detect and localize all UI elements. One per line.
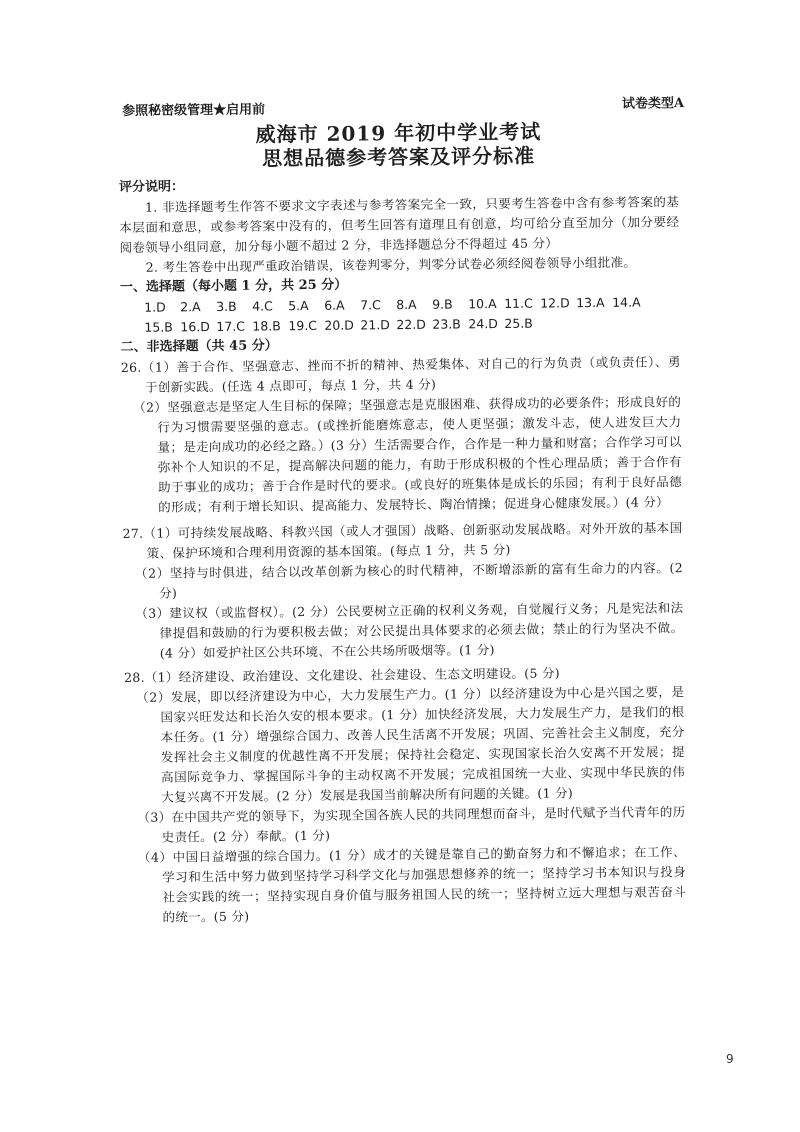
answer-item: 23.B — [432, 316, 461, 332]
answer-item: 18.B — [252, 318, 281, 334]
answer-item: 7.C — [360, 297, 381, 313]
answer-item: 8.A — [396, 296, 417, 313]
answer-item: 17.C — [216, 318, 246, 334]
document-title-line1: 威海市 2019 年初中学业考试 — [255, 119, 542, 147]
answer-item: 6.A — [324, 297, 345, 313]
answer-item: 21.D — [360, 317, 390, 333]
q27-part3: （3）建议权（或监督权）。(2 分）公民要树立正确的权利义务观，自觉履行义务；凡是宪法和法律提倡和鼓励的行为要积极去做；对公民提出具体要求的必须去做；禁止的行为坚决不做。(4 分）如爱护社区公共环境、不在公共场所吸烟等。(1 分) — [135, 600, 684, 661]
answer-item: 15.B — [144, 319, 173, 335]
q28-part1: 28.（1）经济建设、政治建设、文化建设、社会建设、生态文明建设。(5 分) — [123, 665, 561, 685]
answer-item: 10.A — [468, 296, 497, 312]
q26-part2: （2）坚强意志是坚定人生目标的保障；坚强意志是克服困难、获得成功的必要条件；形成良好的行为习惯需要坚强的意志。(或挫折能磨炼意志，使人更坚强；激发斗志，使人进发巨大力量；是走向成功的必经之路。）(3 分）生活需要合作，合作是一种力量和财富；合作学习可以弥补个人知识的不足，提高解决问题的能力，有助于形成积极的个性心理品质；善于合作有助于事业的成功；善于合作是时代的要求。(或良好的班集体是成长的乐园；有利于良好品德的形成；有利于增长知识、提高能力、发展特长、陶冶情操；促进身心健康发展。）(4 分） — [133, 394, 683, 515]
answer-item: 1.D — [144, 299, 166, 315]
page-header — [118, 94, 685, 122]
answer-item: 2.A — [180, 299, 201, 315]
q28-part4: （4）中国日益增强的综合国力。(1 分）成才的关键是靠自己的勤奋努力和不懈追求；在工作、学习和生活中努力做到坚持学习科学文化与加强思想修养的统一；坚持学习书本知识与投身社会实践的统一；坚持实现自身价值与服务祖国人民的统一；坚持树立远大理想与艰苦奋斗的统一。(5 分) — [137, 844, 687, 925]
q27-part2: （2）坚持与时俱进，结合以改革创新为核心的时代精神，不断增添新的富有生命力的内容。(2 分) — [134, 560, 684, 601]
instructions-heading: 评分说明： — [118, 179, 185, 195]
answer-item: 25.B — [504, 315, 533, 331]
section2-heading: 二、非选择题（共 45 分） — [120, 338, 278, 355]
answer-item: 11.C — [504, 295, 533, 311]
document-title-line2: 思想品德参考答案及评分标准 — [261, 143, 536, 171]
answer-item: 3.B — [216, 298, 237, 314]
instruction-2: 2. 考生答卷中出现严重政治错误，该卷判零分，判零分试卷必须经阅卷领导小组批准。 — [145, 254, 637, 275]
choice-answers — [120, 292, 680, 338]
answer-item: 9.B — [432, 296, 453, 312]
answer-item: 19.C — [288, 317, 318, 334]
q28-part3: （3）在中国共产党的领导下，为实现全国各族人民的共同理想而奋斗，是时代赋予当代青年的历史责任。(2 分）奉献。(1 分) — [137, 804, 686, 845]
q28-part2: （2）发展，即以经济建设为中心，大力发展生产力。(1 分）以经济建设为中心是兴国之要，是国家兴旺发达和长治久安的根本要求。(1 分）加快经济发展，大力发展生产力，是我们的根本任务。(1 分）增强综合国力、改善人民生活离不开发展；巩固、完善社会主义制度，充分发挥社会主义制度的优越性离不开发展；保持社会稳定、实现国家长治久安离不开发展；提高国际竞争力、掌握国际斗争的主动权离不开发展；完成祖国统一大业、实现中华民族的伟大复兴离不开发展。(2 分）发展是我国当前解决所有问题的关键。(1 分) — [136, 684, 686, 805]
answer-item: 13.A — [576, 294, 605, 311]
instruction-1: 1. 非选择题考生作答不要求文字表述与参考答案完全一致，只要考生答卷中含有参考答案的基本层面和意思，或参考答案中没有的，但考生回答有道理且有创意，均可给分直至加分（加分要经阅卷领导小组同意，加分每小题不超过 2 分，非选择题总分不得超过 45 分） — [119, 194, 680, 255]
confidentiality-label: 参照秘密级管理★启用前 — [122, 102, 266, 119]
answer-item: 12.D — [540, 295, 570, 311]
answer-item: 20.D — [324, 317, 354, 333]
answer-item: 14.A — [612, 294, 641, 310]
scanned-page — [118, 94, 687, 928]
q27-part1: 27.（1）可持续发展战略、科教兴国（或人才强国）战略、创新驱动发展战略。对外开放的基本国策、保护环境和合理利用资源的基本国策。(每点 1 分，共 5 分) — [122, 520, 683, 561]
q26-part1: 26.（1）善于合作、坚强意志、挫而不折的精神、热爱集体、对自己的行为负责（或负责任）、勇于创新实践。(任选 4 点即可，每点 1 分，共 4 分) — [120, 354, 681, 395]
page-number: 9 — [726, 1052, 734, 1066]
answer-item: 16.D — [180, 319, 210, 335]
answer-item: 22.D — [396, 316, 426, 333]
section1-heading: 一、选择题（每小题 1 分，共 25 分） — [119, 277, 348, 295]
answer-item: 4.C — [252, 298, 273, 314]
answer-item: 24.D — [468, 316, 498, 332]
paper-type-label: 试卷类型A — [621, 96, 685, 112]
answer-item: 5.A — [288, 298, 309, 314]
